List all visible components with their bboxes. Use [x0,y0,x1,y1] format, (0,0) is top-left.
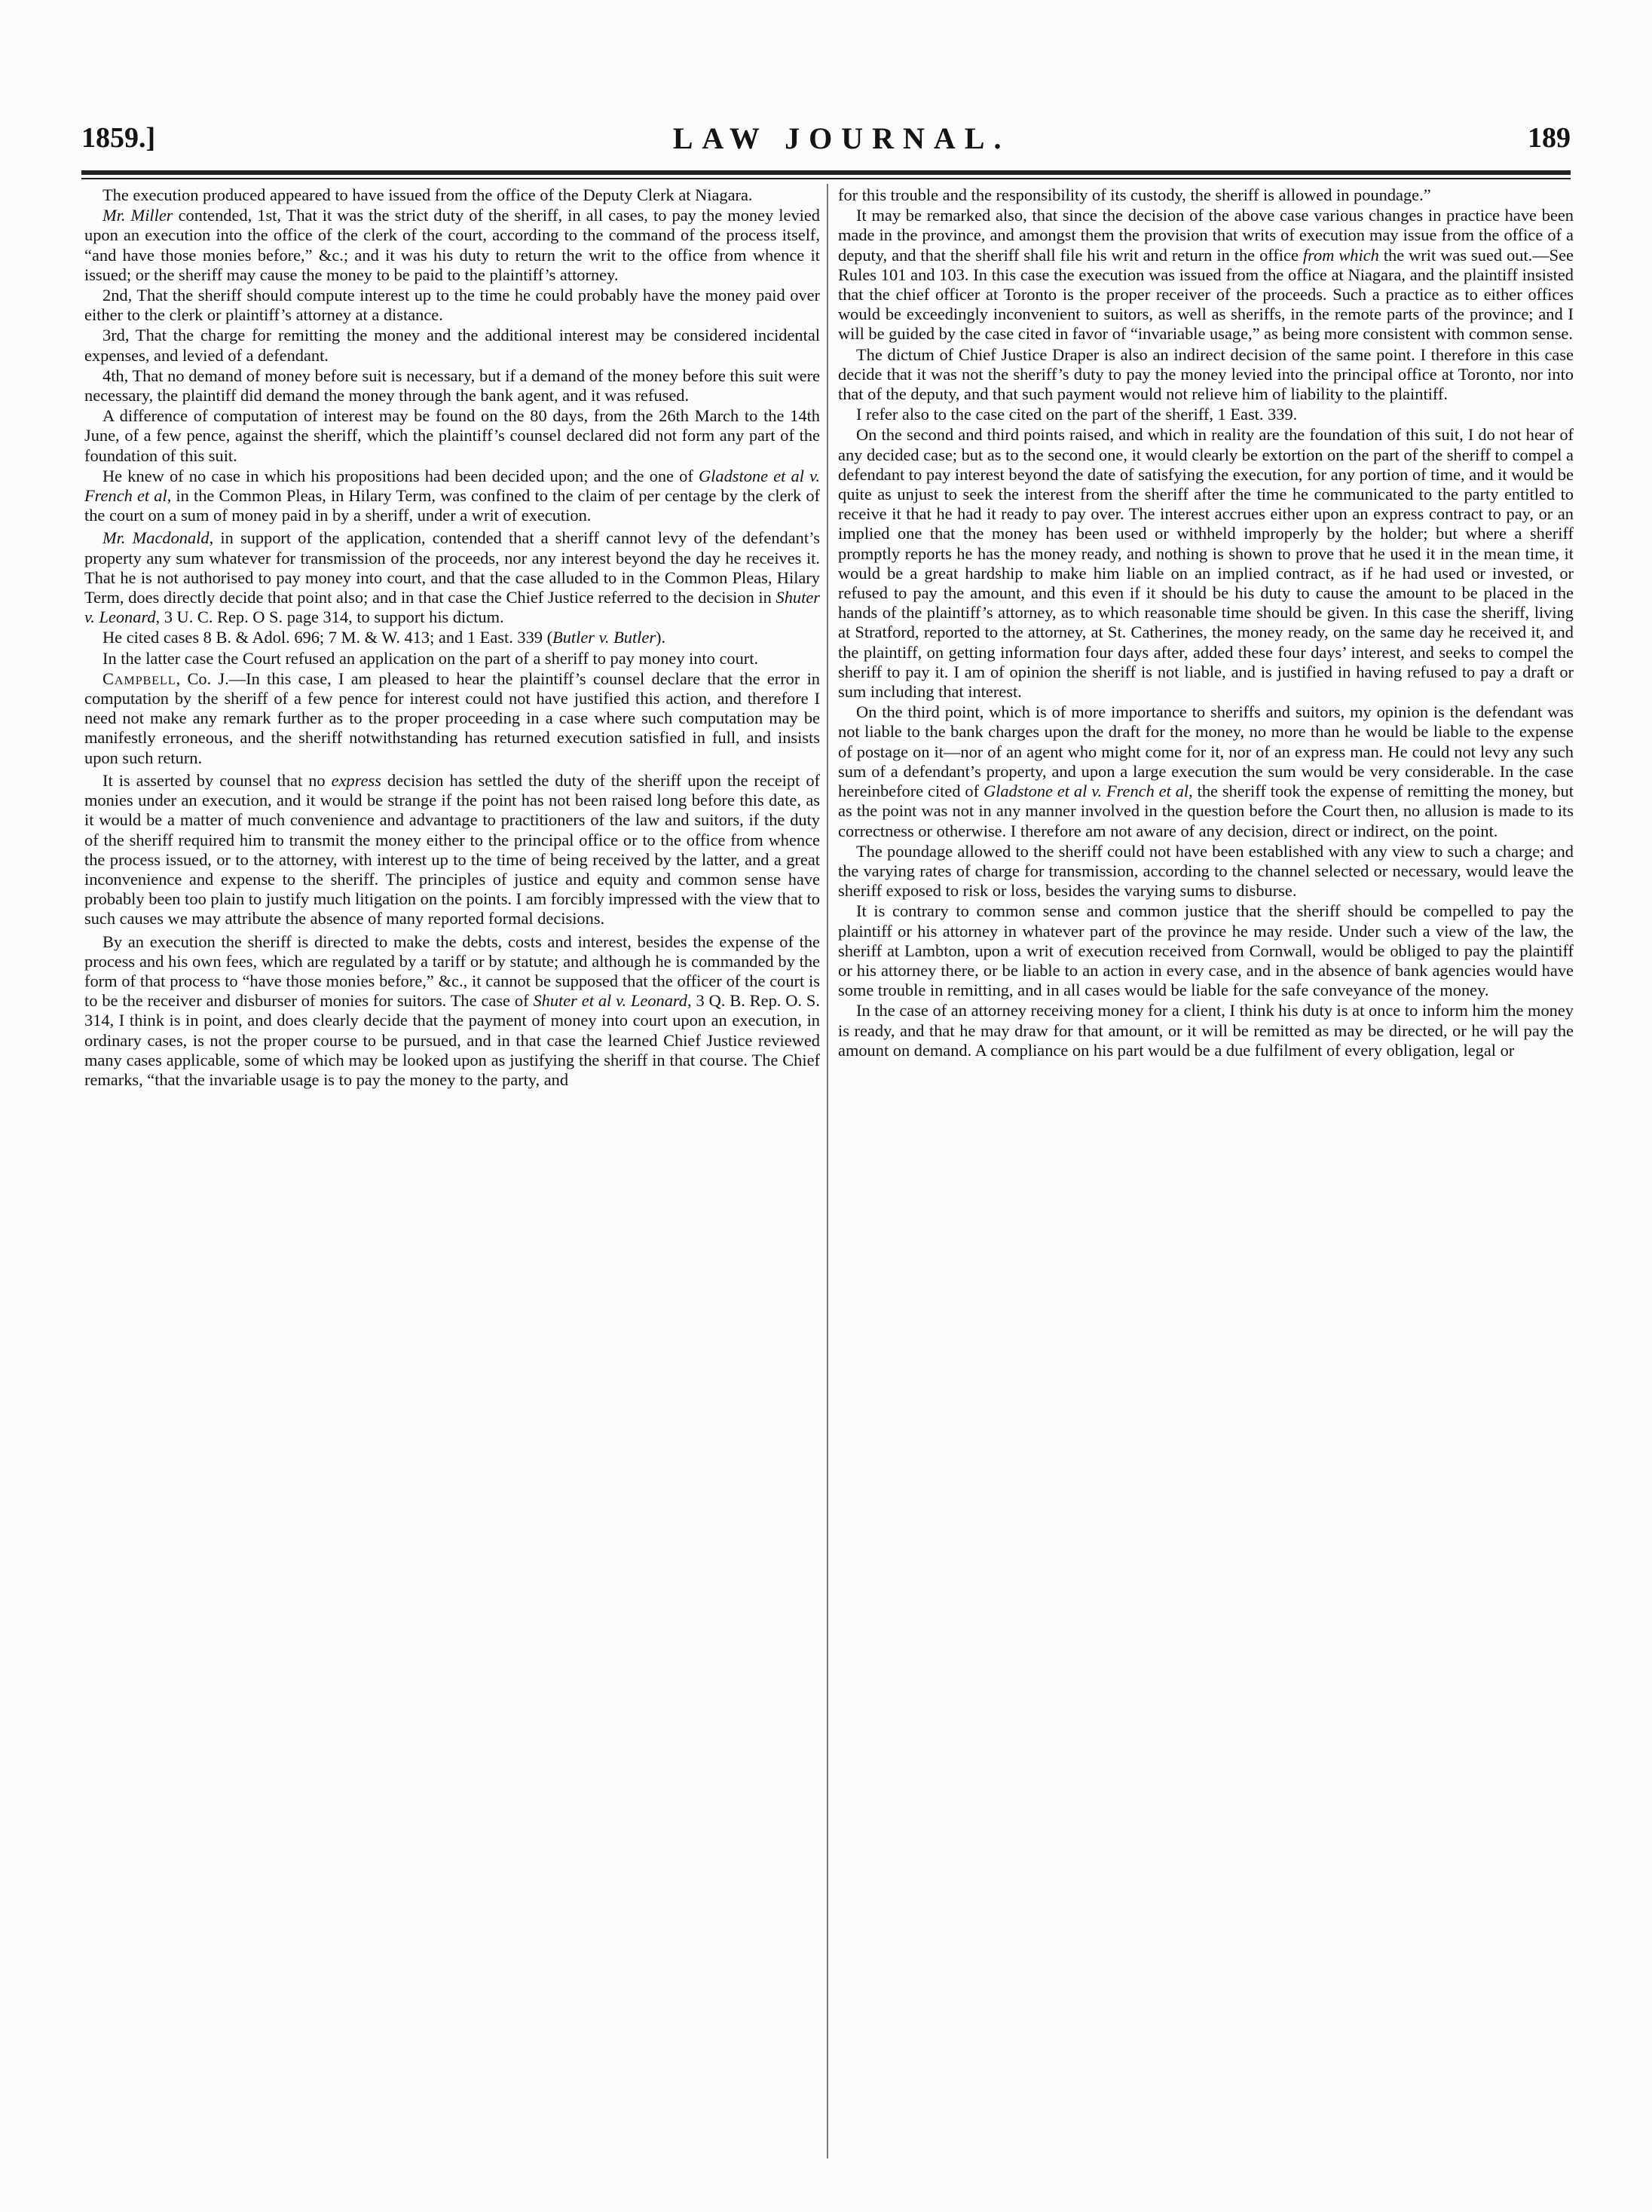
paragraph: 4th, That no demand of money before suit is necessary, but if a demand of the money before this suit were necessary, the plaintiff did demand the money through the bank agent, and it was refused. [84,366,820,405]
paragraph: In the case of an attorney receiving money for a client, I think his duty is at once to inform him the money is ready, and that he may draw for that amount, or it will be remitted as may be directed, or he will pay the amount on demand. A compliance on his part would be a due fulfilment of every obligation, legal or [838,1001,1574,1060]
case-name: Gladstone et al v. French et al [983,782,1189,801]
paragraph: In the latter case the Court refused an application on the part of a sheriff to pay money into court. [102,648,759,668]
paragraph: The dictum of Chief Justice Draper is also an indirect decision of the same point. I therefore in this case decide that it was not the sheriff’s duty to pay the money levied into the principal office at Toronto, nor into that of the deputy, and that such payment would not relieve him of liability to the plaintiff. [838,344,1574,404]
paragraph: He cited cases 8 B. & Adol. 696; 7 M. & W. 413; and 1 East. 339 (Butler v. Butler). [102,628,666,647]
header-journal-title: LAW JOURNAL. [672,121,1011,155]
paragraph: 2nd, That the sheriff should compute interest up to the time he could probably have the money paid over either to the clerk or plaintiff’s attorney at a distance. [84,286,820,325]
paragraph: The execution produced appeared to have issued from the office of the Deputy Clerk at Niagara. [102,185,753,204]
paragraph: I refer also to the case cited on the part of the sheriff, 1 East. 339. [856,405,1298,424]
right-column [838,185,1574,2175]
paragraph: He knew of no case in which his propositions had been decided upon; and the one of Gladstone et al v. French et al, in the Common Pleas, in Hilary Term, was confined to the claim of per centage by the clerk of the court on a sum of money paid in by a sheriff, under a writ of execution. [84,466,820,525]
judge-name: Campbell [102,668,176,688]
paragraph: Mr. Miller contended, 1st, That it was the strict duty of the sheriff, in all cases, to pay the money levied upon an execution into the office of the clerk of the court, according to the command of the process itself, “and have those monies before,” &c.; and it was his duty to return the writ to the office from whence it issued; or the sheriff may cause the money to be paid to the plaintiff’s attorney. [84,206,820,284]
page-header [81,112,1571,164]
paragraph: It may be remarked also, that since the decision of the above case various changes in practice have been made in the province, and amongst them the provision that writs of execution may issue from the office of a deputy, and that the sheriff shall file his writ and return in the office from which the writ was sued out.—See Rules 101 and 103. In this case the execution was issued from the office at Niagara, and the plaintiff insisted that the chief officer at Toronto is the proper receiver of the proceeds. Such a practice as to either offices would be exceedingly inconvenient to suitors, as well as sheriffs, in the remote parts of the province; and I will be guided by the case cited in favor of “invariable usage,” as being more consistent with common sense. [838,206,1574,344]
counsel-name: Mr. Miller [102,206,173,225]
paragraph: By an execution the sheriff is directed to make the debts, costs and interest, besides the expense of the process and his own fees, which are regulated by a tariff or by statute; and although he is commanded by the form of that process to “have those monies before,” &c., it cannot be supposed that the officer of the court is to be the receiver and disburser of monies for suitors. The case of Shuter et al v. Leonard, 3 Q. B. Rep. O. S. 314, I think is in point, and does clearly decide that the payment of money into court upon an execution, in ordinary cases, is not the proper course to be pursued, and in that case the learned Chief Justice reviewed many cases applicable, some of which may be looked upon as justifying the sheriff in that course. The Chief remarks, “that the invariable usage is to pay the money to the party, and [84,932,820,1089]
paragraph: Campbell, Co. J.—In this case, I am pleased to hear the plaintiff’s counsel declare that the error in computation by the sheriff of a few pence for interest could not have justified this action, and therefore I need not make any remark further as to the proper proceeding in a case where such computation may be manifestly erroneous, and the sheriff notwithstanding has returned execution satisfied in full, and insists upon such return. [84,668,820,767]
case-name: Butler v. Butler [552,628,656,647]
paragraph: The poundage allowed to the sheriff could not have been established with any view to such a charge; and the varying rates of charge for transmission, according to the channel selected or necessary, would leave the sheriff exposed to risk or loss, besides the varying sums to disburse. [838,841,1574,901]
paragraph: 3rd, That the charge for remitting the money and the additional interest may be considered incidental expenses, and levied of a defendant. [84,326,820,365]
counsel-name: Mr. Macdonald [102,528,210,548]
header-year: 1859.] [81,122,156,154]
paragraph: for this trouble and the responsibility of its custody, the sheriff is allowed in poundage.” [838,185,1431,204]
paragraph: On the second and third points raised, and which in reality are the foundation of this suit, I do not hear of any decided case; but as to the second one, it would clearly be extortion on the part of the sheriff to compel a defendant to pay interest beyond the date of satisfying the execution, for any portion of time, and it would be quite as unjust to seek the interest from the sheriff after the time he communicated to the party entitled to receive it that he had it ready to pay over. The interest accrues either upon an express contract to pay, or an implied one that the money has been used or withheld improperly by the holder; but where a sheriff promptly reports he has the money ready, and nothing is shown to prove that he used it in the mean time, it would be a great hardship to make him liable on an implied contract, as if he had used or invested, or refused to pay the amount, and this even if it should be his duty to cause the amount to be placed in the hands of the plaintiff’s attorney, as to which reasonable time should be given. In this case the sheriff, living at Stratford, reported to the attorney, at St. Catherines, the money ready, on the same day he received it, and the plaintiff, on getting information four days after, added these four days’ interest, and seeks to compel the sheriff to pay it. I am of opinion the sheriff is not liable, and is justified in having refused to pay a draft or sum including that interest. [838,425,1574,702]
paragraph: It is asserted by counsel that no express decision has settled the duty of the sheriff upon the receipt of monies under an execution, and it would be strange if the point has not been raised long before this date, as it would be a matter of much convenience and advantage to practitioners of the law and suitors, if the duty of the sheriff required him to transmit the money either to the principal office or to the office from whence the process issued, or to the attorney, with interest up to the time of being received by the latter, and a great inconvenience and expense to the sheriff. The principles of justice and equity and common sense have probably been too plain to justify much litigation on the points. I am forcibly impressed with the view that to such causes we may attribute the absence of many reported formal decisions. [84,770,820,929]
header-rule-thin [81,178,1571,179]
header-page-number: 189 [1528,122,1571,154]
paragraph: It is contrary to common sense and common justice that the sheriff should be compelled to pay the plaintiff or his attorney in whatever part of the province he may reside. Under such a view of the law, the sheriff at Lambton, upon a writ of execution received from Cornwall, would be obliged to pay the plaintiff or his attorney there, or be liable to an action in every case, and in the absence of bank agencies would have some trouble in remitting, and in all cases would be liable for the safe conveyance of the money. [838,901,1574,1000]
case-name: Shuter v. Leonard [84,588,820,627]
left-column [84,185,820,2175]
paragraph: A difference of computation of interest may be found on the 80 days, from the 26th March to the 14th June, of a few pence, against the sheriff, which the plaintiff’s counsel declared did not form any part of the foundation of this suit. [84,406,820,465]
paragraph: On the third point, which is of more importance to sheriffs and suitors, my opinion is the defendant was not liable to the bank charges upon the draft for the money, no more than he would be liable to the expense of postage on it—nor of an agent who might come for it, nor of an express man. He could not levy any such sum of a defendant’s property, and upon a large execution the sum would be very considerable. In the case hereinbefore cited of Gladstone et al v. French et al, the sheriff took the expense of remitting the money, but as the point was not in any manner involved in the question before the Court then, no allusion is made to its correctness or otherwise. I therefore am not aware of any decision, direct or indirect, on the point. [838,702,1574,840]
case-name: Shuter et al v. Leonard [533,991,687,1011]
header-rule-thick [81,170,1571,175]
paragraph: Mr. Macdonald, in support of the application, contended that a sheriff cannot levy of the defendant’s property any sum whatever for transmission of the proceeds, nor any interest beyond the day he receives it. That he is not authorised to pay money into court, and that the case alluded to in the Common Pleas, Hilary Term, does directly decide that point also; and in that case the Chief Justice referred to the decision in Shuter v. Leonard, 3 U. C. Rep. O S. page 314, to support his dictum. [84,528,820,627]
case-name: Gladstone et al v. French et al [84,466,820,506]
column-divider [827,184,828,2158]
